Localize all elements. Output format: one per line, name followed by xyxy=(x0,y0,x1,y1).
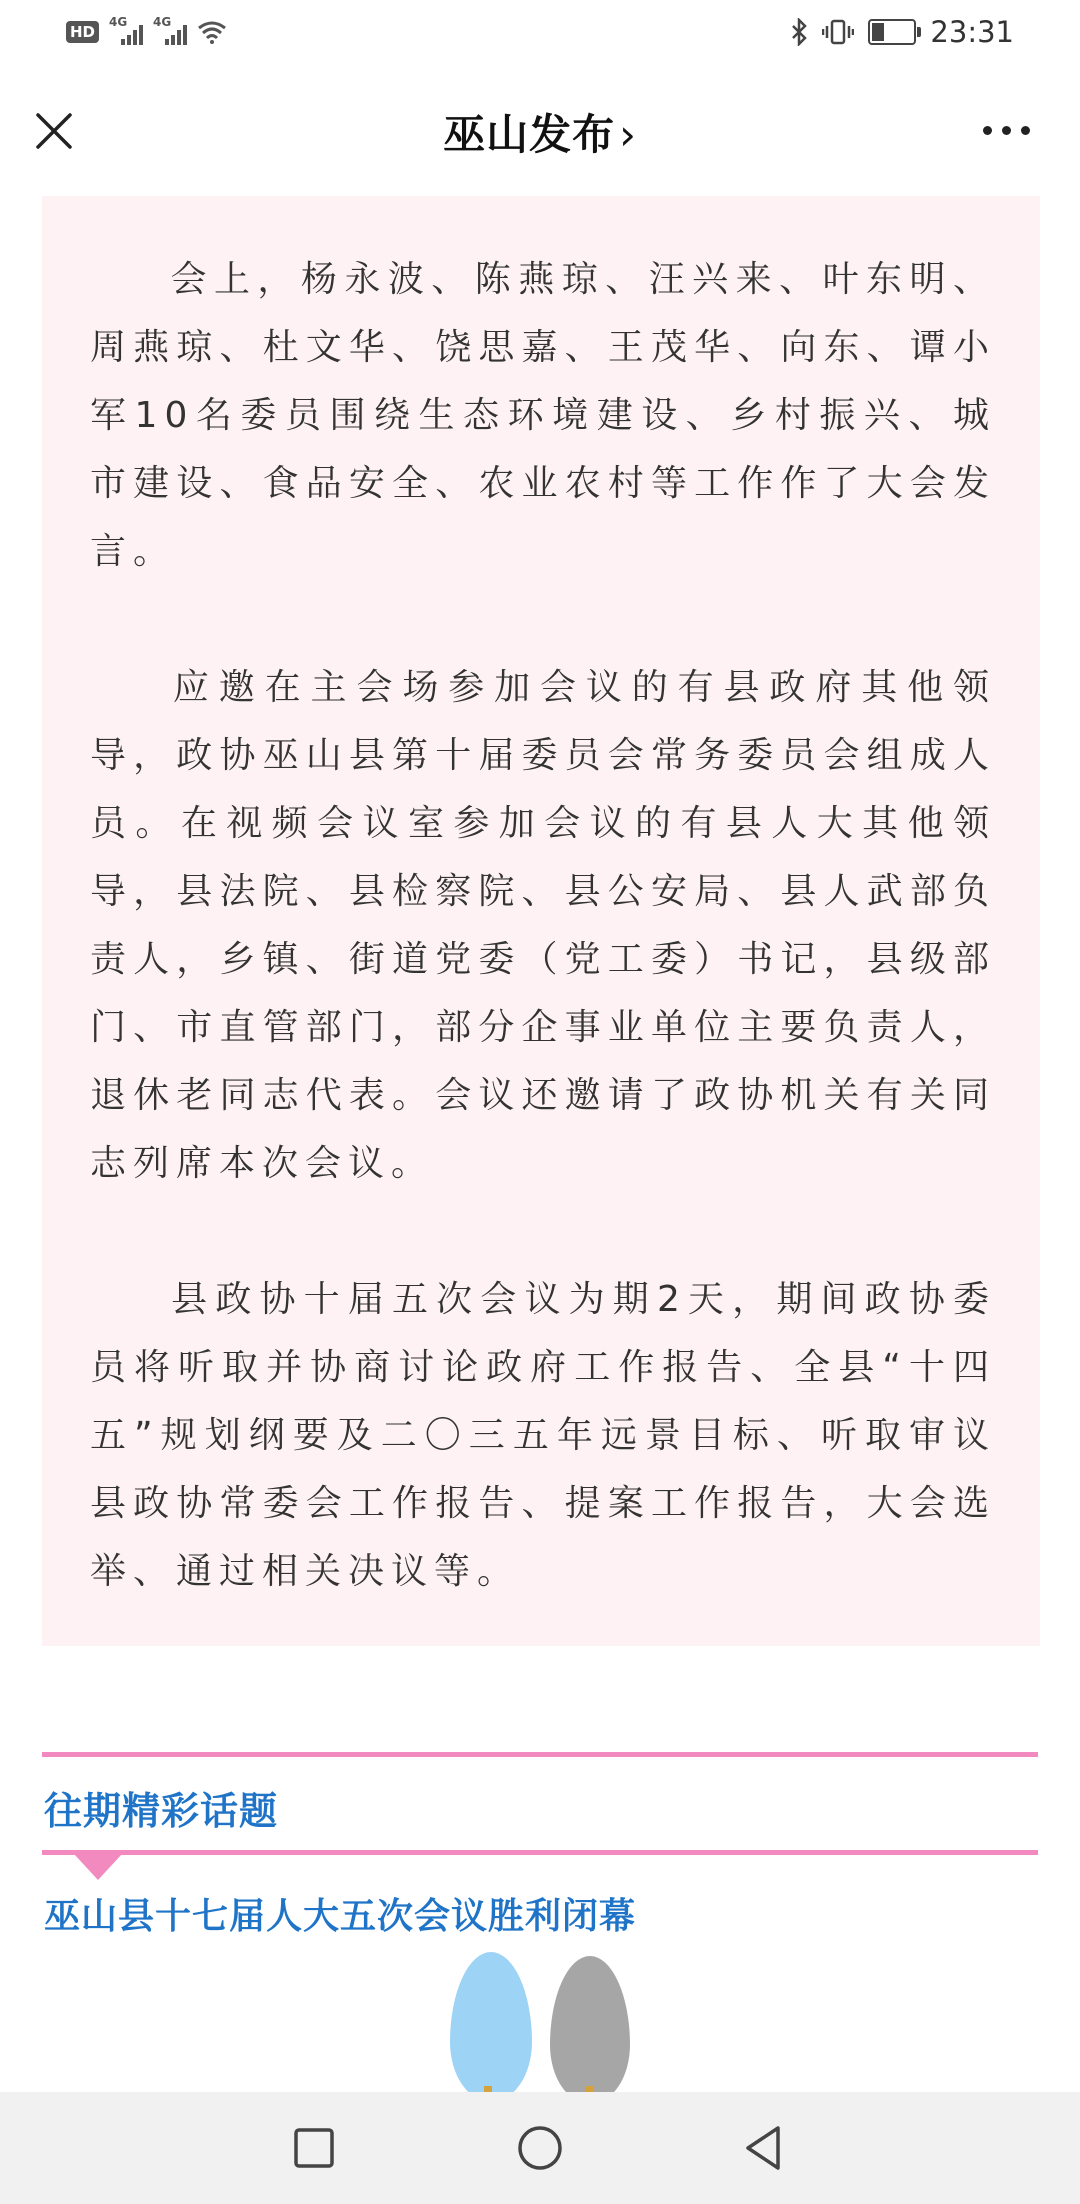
network-type-label: 4G xyxy=(153,15,172,29)
article-paragraph xyxy=(90,1266,996,1606)
home-circle-icon[interactable] xyxy=(512,2120,568,2176)
article-paragraph xyxy=(90,654,996,1198)
battery-icon xyxy=(868,19,916,45)
article-nav-bar xyxy=(0,66,1080,198)
paragraph-text: 县政协十届五次会议为期2天，期间政协委员将听取并协商讨论政府工作报告、全县“十四五”规划纲要及二〇三五年远景目标、听取审议县政协常委会工作报告、提案工作报告，大会选举、通过相关决议等。 xyxy=(90,1279,996,1592)
clock: 23:31 xyxy=(930,15,1014,49)
topics-heading: 往期精彩话题 xyxy=(44,1789,279,1833)
hd-icon: HD xyxy=(66,21,99,43)
network-type-label: 4G xyxy=(109,15,128,29)
article-content xyxy=(42,196,1040,1646)
article-paragraph xyxy=(90,246,996,586)
pointer-triangle-icon xyxy=(74,1854,122,1880)
paragraph-text: 会上，杨永波、陈燕琼、汪兴来、叶东明、周燕琼、杜文华、饶思嘉、王茂华、向东、谭小军10名委员围绕生态环境建设、乡村振兴、城市建设、食品安全、农业农村等工作作了大会发言。 xyxy=(90,259,996,572)
topics-divider-bottom xyxy=(42,1850,1038,1855)
account-name: 巫山发布 xyxy=(443,110,616,159)
signal-icon xyxy=(109,15,143,45)
more-icon[interactable] xyxy=(983,126,1030,135)
topics-divider-top xyxy=(42,1752,1038,1757)
account-title[interactable] xyxy=(0,102,1080,162)
recents-square-icon[interactable] xyxy=(286,2120,342,2176)
topic-link[interactable]: 巫山县十七届人大五次会议胜利闭幕 xyxy=(44,1896,637,1937)
chevron-right-icon: › xyxy=(619,110,637,159)
signal-icon xyxy=(153,15,187,45)
status-bar xyxy=(0,0,1080,66)
vibrate-icon xyxy=(822,18,854,46)
gray-egg-illustration xyxy=(550,1956,630,2104)
wifi-icon xyxy=(197,20,227,44)
status-right xyxy=(790,12,1014,52)
system-nav-bar xyxy=(0,2092,1080,2204)
blue-egg-illustration xyxy=(450,1952,532,2102)
paragraph-text: 应邀在主会场参加会议的有县政府其他领导，政协巫山县第十届委员会常务委员会组成人员。在视频会议室参加会议的有县人大其他领导，县法院、县检察院、县公安局、县人武部负责人，乡镇、街道党委（党工委）书记，县级部门、市直管部门，部分企事业单位主要负责人，退休老同志代表。会议还邀请了政协机关有关同志列席本次会议。 xyxy=(90,667,996,1184)
back-triangle-icon[interactable] xyxy=(736,2120,792,2176)
status-left xyxy=(66,14,227,50)
bluetooth-icon xyxy=(790,18,808,46)
